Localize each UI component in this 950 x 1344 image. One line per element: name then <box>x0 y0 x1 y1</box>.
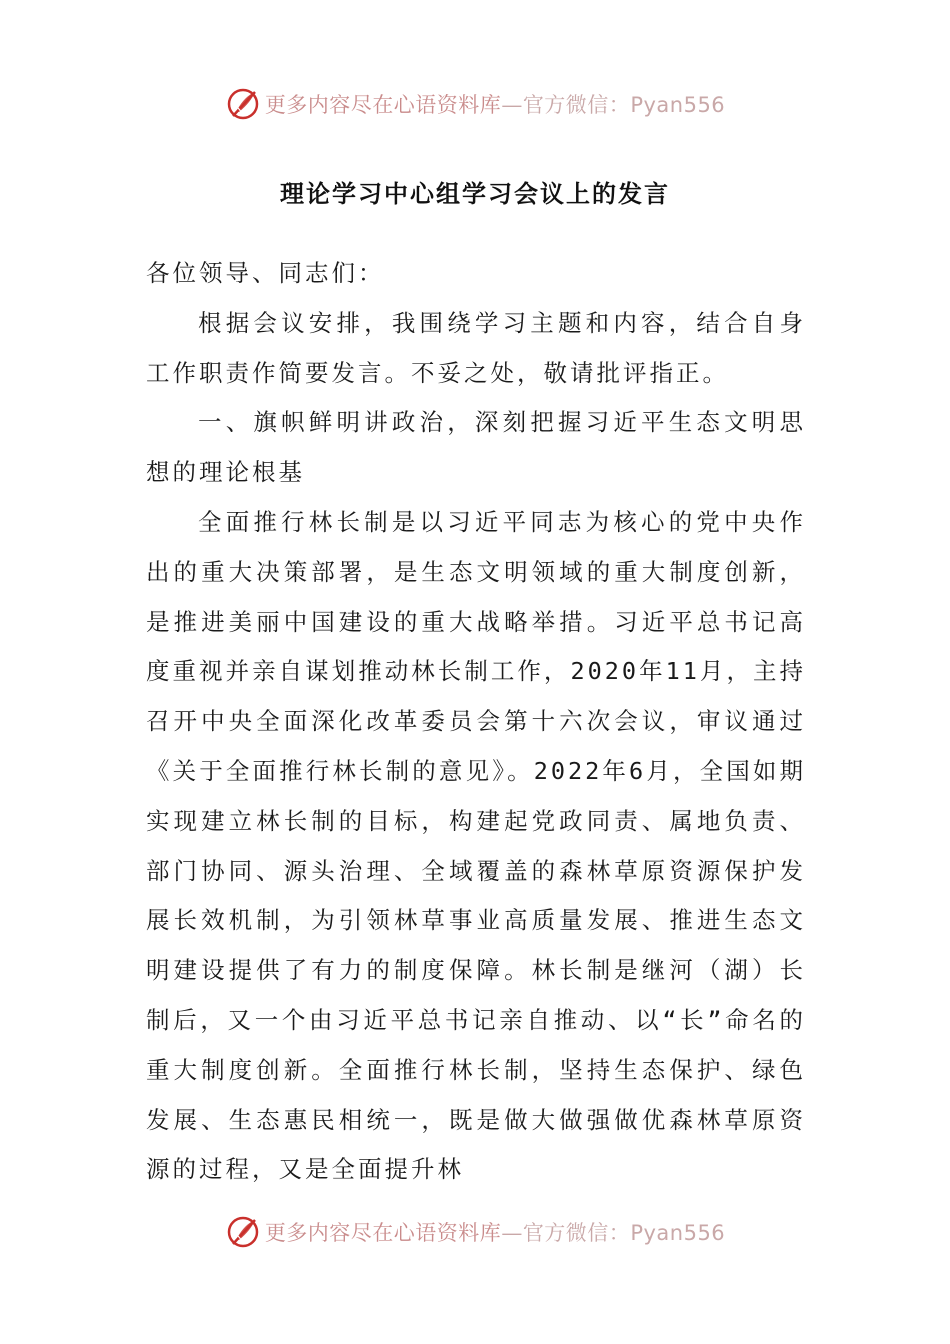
watermark-text <box>265 89 725 119</box>
watermark-banner-bottom <box>0 1212 950 1252</box>
watermark-contact-label: 官方微信： <box>522 1221 631 1245</box>
watermark-banner-top <box>0 84 950 124</box>
watermark-contact-id: Pyan556 <box>630 1221 726 1245</box>
quill-logo-icon <box>225 86 261 122</box>
watermark-brand: 更多内容尽在心语资料库 <box>264 93 502 117</box>
watermark-contact-label: 官方微信： <box>522 93 631 117</box>
watermark-text <box>265 1217 725 1247</box>
greeting: 各位领导、同志们： <box>146 259 385 287</box>
quill-logo-icon <box>225 1214 261 1250</box>
section-heading: 一、旗帜鲜明讲政治，深刻把握习近平生态文明思想的理论根基 <box>146 408 806 487</box>
document-body <box>146 249 806 1195</box>
page-title: 理论学习中心组学习会议上的发言 <box>280 180 670 208</box>
paragraph-intro: 根据会议安排，我围绕学习主题和内容，结合自身工作职责作简要发言。不妥之处，敬请批评指正。 <box>146 308 806 387</box>
watermark-contact-id: Pyan556 <box>630 93 726 117</box>
paragraph-body: 全面推行林长制是以习近平同志为核心的党中央作出的重大决策部署，是生态文明领域的重大制度创新，是推进美丽中国建设的重大战略举措。习近平总书记高度重视并亲自谋划推动林长制工作，2020年11月，主持召开中央全面深化改革委员会第十六次会议，审议通过《关于全面推行林长制的意见》。2022年6月，全国如期实现建立林长制的目标，构建起党政同责、属地负责、部门协同、源头治理、全域覆盖的森林草原资源保护发展长效机制，为引领林草事业高质量发展、推进生态文明建设提供了有力的制度保障。林长制是继河（湖）长制后，又一个由习近平总书记亲自推动、以“长”命名的重大制度创新。全面推行林长制，坚持生态保护、绿色发展、生态惠民相统一，既是做大做强做优森林草原资源的过程，又是全面提升林 <box>146 507 806 1184</box>
watermark-separator: — <box>501 93 523 117</box>
watermark-separator: — <box>501 1221 523 1245</box>
watermark-brand: 更多内容尽在心语资料库 <box>264 1221 502 1245</box>
